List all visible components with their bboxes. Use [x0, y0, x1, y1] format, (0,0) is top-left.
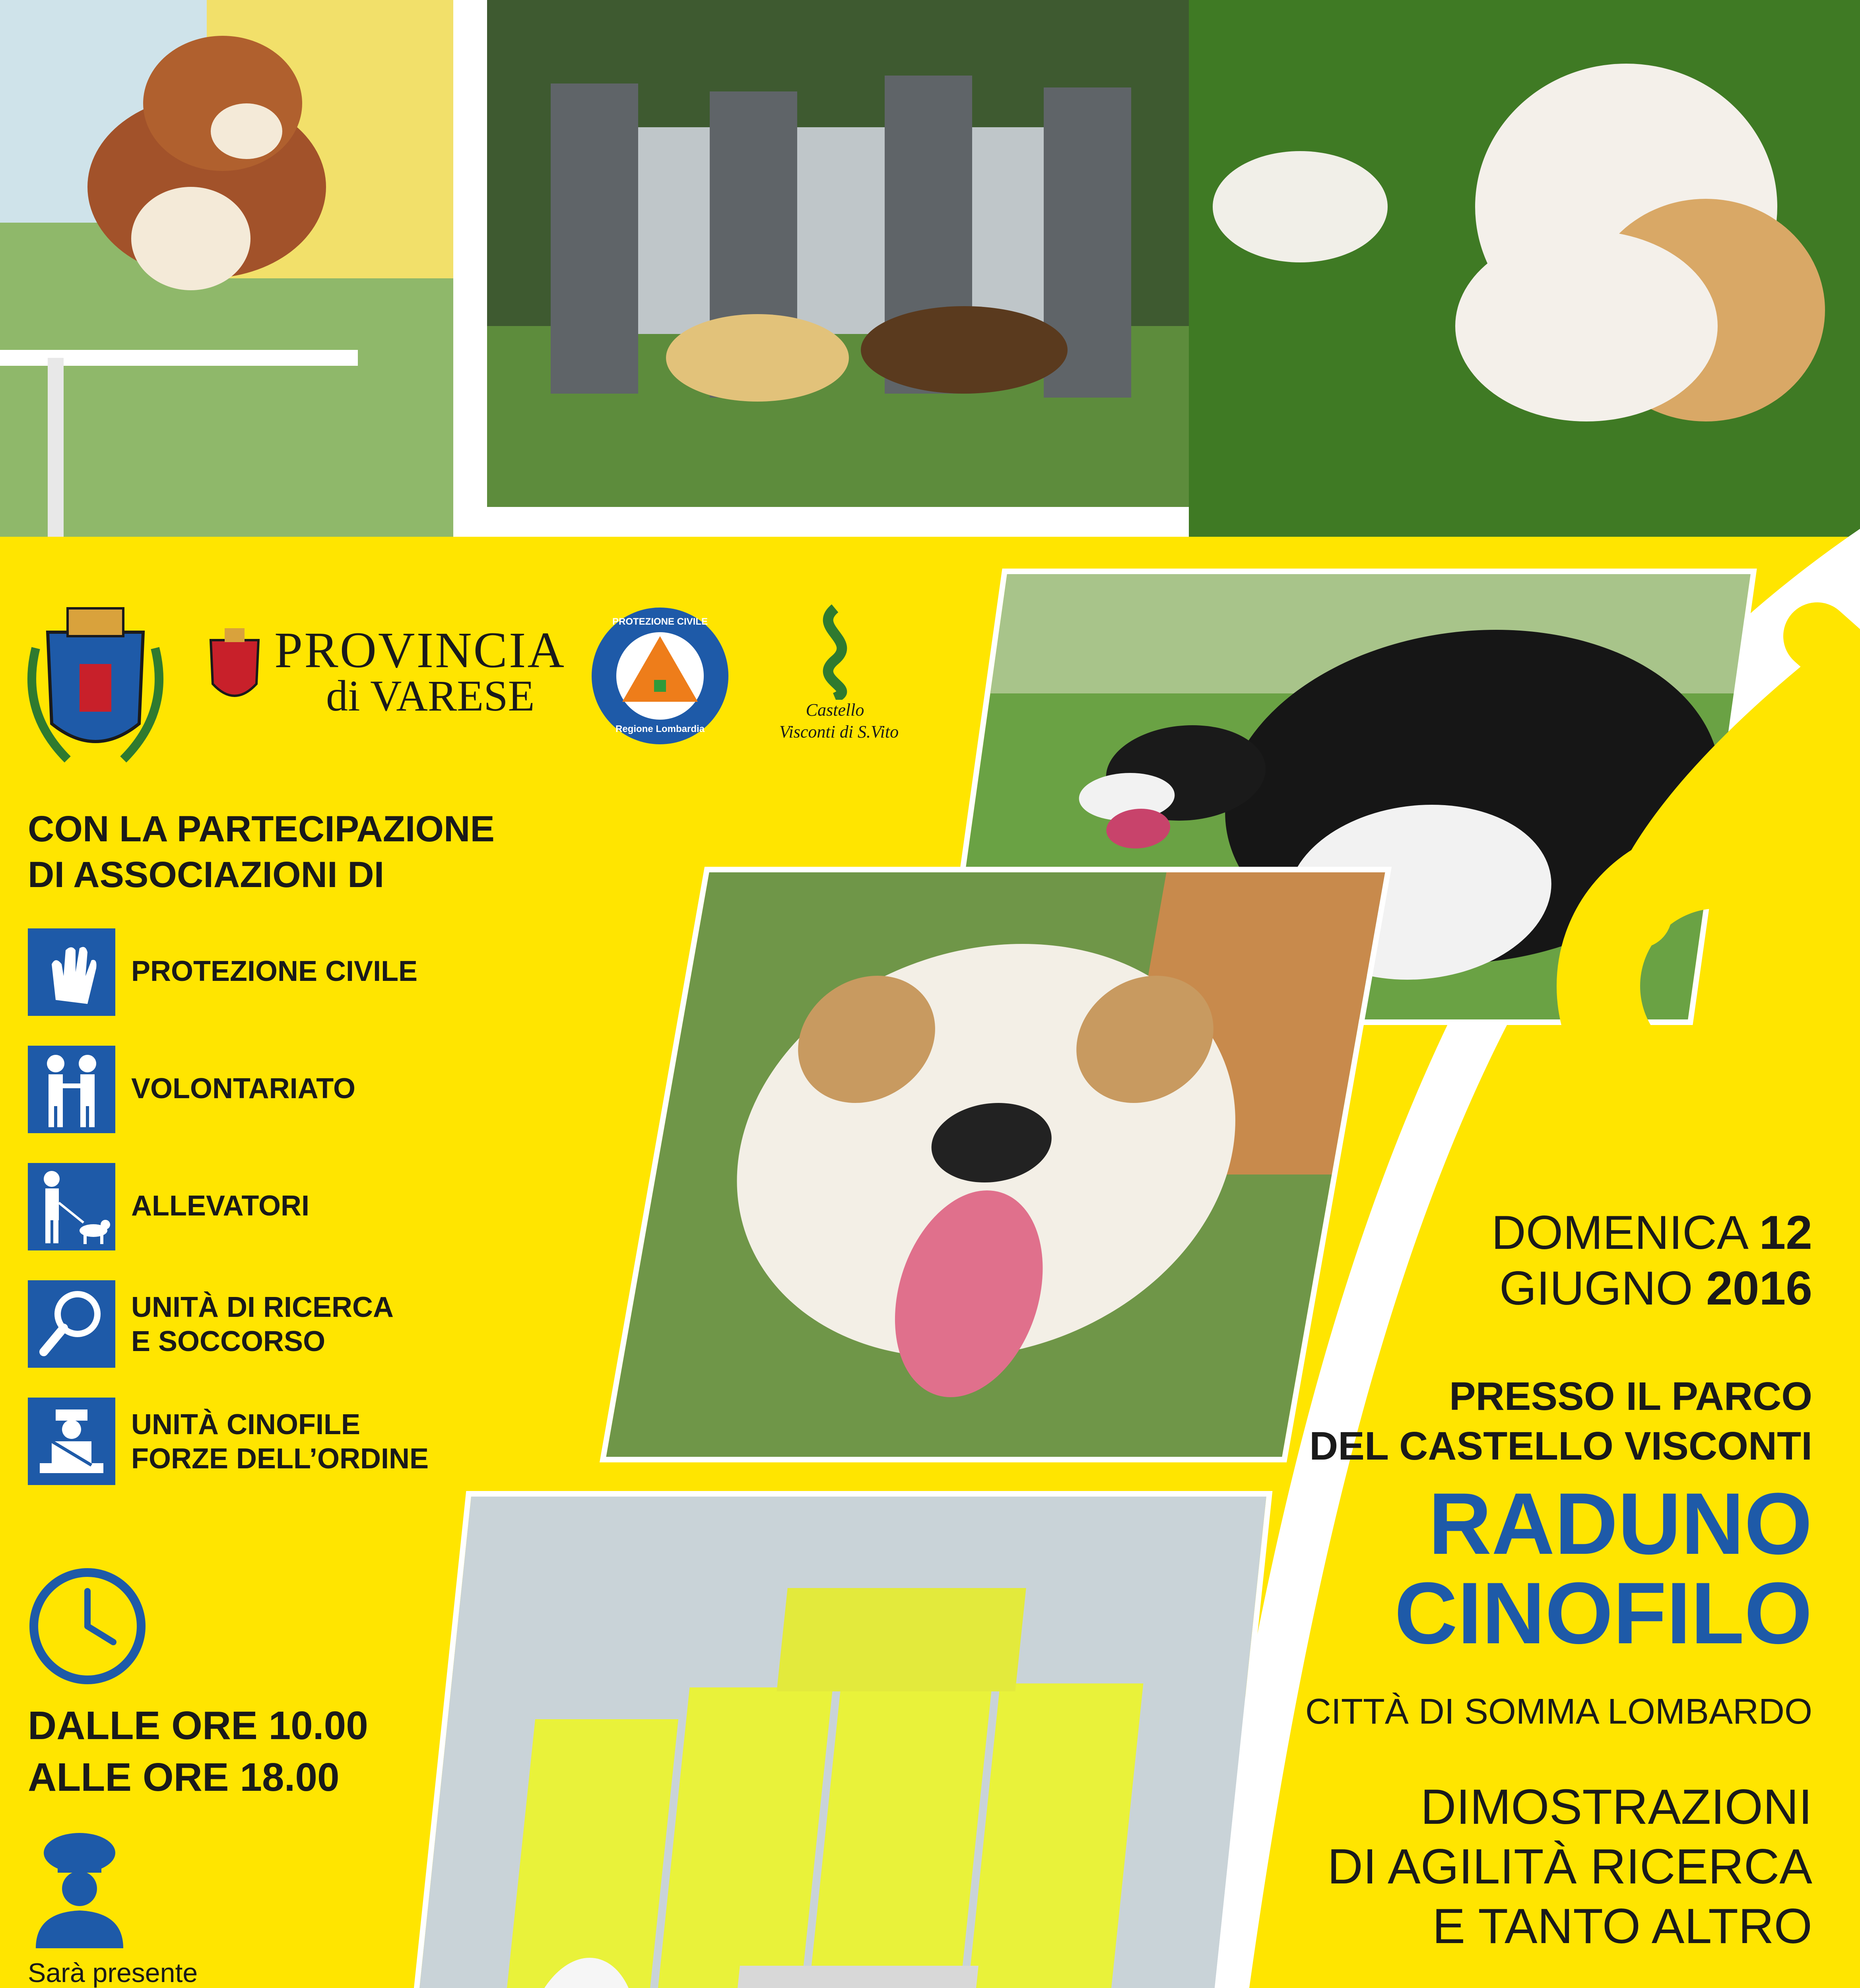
event-date [1491, 1205, 1812, 1316]
event-date-line2: GIUGNO 2016 [1499, 1262, 1812, 1315]
association-label-allevatori: ALLEVATORI [131, 1190, 309, 1222]
association-label-protezione-civile: PROTEZIONE CIVILE [131, 955, 418, 987]
serpent-emblem-icon [795, 604, 875, 700]
photo-bulldog-tongue [600, 867, 1392, 1462]
people-icon [28, 1046, 115, 1133]
castello-line2: Visconti di S.Vito [779, 722, 899, 742]
venue-line1: PRESSO IL PARCO [1449, 1374, 1812, 1419]
protezione-civile-lombardia-logo [588, 604, 732, 747]
event-city: CITTÀ DI SOMMA LOMBARDO [1305, 1692, 1812, 1732]
event-title [1394, 1475, 1812, 1662]
provincia-line2: di VARESE [326, 672, 535, 720]
castello-visconti-logo [755, 604, 922, 747]
stand-text [28, 1956, 298, 1988]
event-demonstrations [1327, 1777, 1812, 1956]
provincia-varese-logo [207, 624, 565, 728]
stand-line1: Sarà presente [28, 1958, 198, 1988]
association-row-protezione-civile [28, 928, 624, 1020]
magnifier-icon [28, 1280, 115, 1368]
photo-police-dogs [487, 0, 1191, 507]
chef-icon [28, 1829, 131, 1948]
provincia-line1: PROVINCIA [274, 622, 566, 678]
association-row-ricerca-soccorso [28, 1280, 624, 1372]
association-row-volontariato [28, 1046, 624, 1137]
photo-agility-dog [0, 0, 453, 537]
photo-volunteer-group [393, 1491, 1273, 1988]
municipal-crest-logo [20, 592, 171, 775]
participation-heading-line2: DI ASSOCIAZIONI DI [28, 854, 384, 895]
demo-line3: E TANTO ALTRO [1432, 1899, 1812, 1954]
officer-icon [28, 1398, 115, 1485]
clock-icon [28, 1567, 147, 1686]
castello-line1: Castello [806, 700, 864, 720]
big-six-number [1415, 588, 1860, 1153]
hand-icon [28, 928, 115, 1016]
event-date-line1: DOMENICA 12 [1491, 1206, 1812, 1259]
title-line2: CINOFILO [1394, 1564, 1812, 1662]
association-row-allevatori [28, 1163, 624, 1254]
photo-bulldog-puppy-grass [1189, 0, 1860, 537]
participation-heading-line1: CON LA PARTECIPAZIONE [28, 809, 495, 849]
association-label-volontariato: VOLONTARIATO [131, 1073, 355, 1105]
dog-walker-icon [28, 1163, 115, 1250]
hours-line2: ALLE ORE 18.00 [28, 1755, 340, 1800]
protezione-ring-top: PROTEZIONE CIVILE [612, 616, 708, 627]
demo-line1: DIMOSTRAZIONI [1420, 1780, 1812, 1835]
hours-line1: DALLE ORE 10.00 [28, 1703, 368, 1748]
provincia-crest-icon [207, 628, 262, 708]
protezione-ring-bottom: Regione Lombardia [615, 724, 705, 734]
association-label-unita-cinofile: UNITÀ CINOFILE FORZE DELL’ORDINE [131, 1409, 429, 1475]
association-label-ricerca-soccorso: UNITÀ DI RICERCA E SOCCORSO [131, 1291, 394, 1357]
association-row-unita-cinofile [28, 1398, 624, 1489]
event-venue [1309, 1372, 1812, 1471]
venue-line2: DEL CASTELLO VISCONTI [1309, 1424, 1812, 1468]
demo-line2: DI AGILITÀ RICERCA [1327, 1839, 1812, 1894]
title-line1: RADUNO [1428, 1475, 1812, 1573]
